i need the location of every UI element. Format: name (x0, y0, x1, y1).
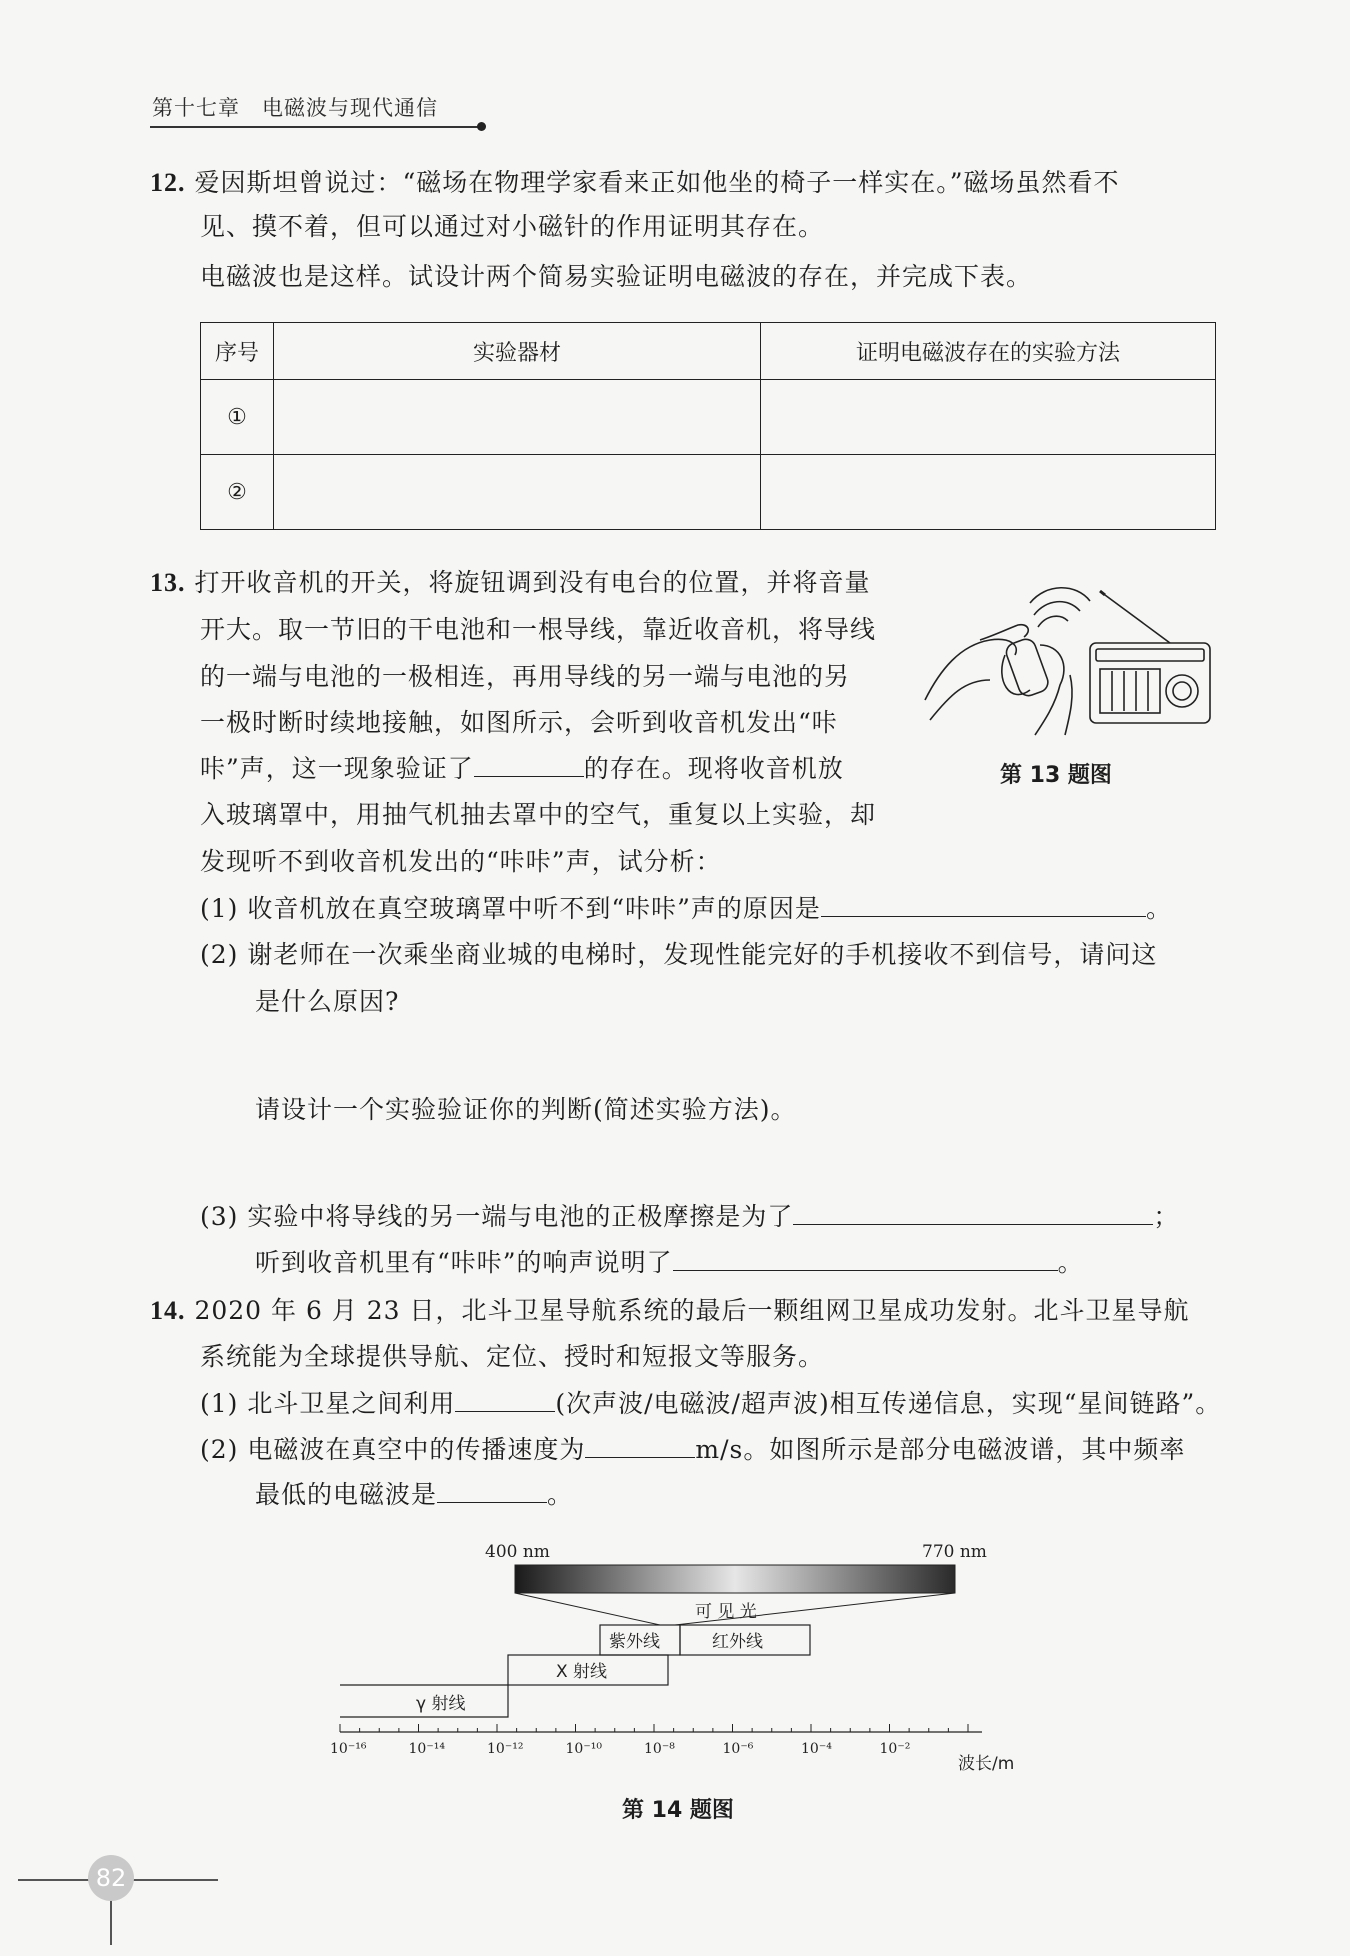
table-header-row (201, 323, 1216, 380)
table-cell-method[interactable] (761, 455, 1216, 530)
visible-start-label: 400 nm (485, 1542, 550, 1562)
q13-line7: 发现听不到收音机发出的“咔咔”声，试分析： (200, 847, 722, 876)
visible-light-label: 可 见 光 (695, 1602, 757, 1622)
q12-line2: 见、摸不着，但可以通过对小磁针的作用证明其存在。 (200, 212, 825, 241)
table-cell-method[interactable] (761, 380, 1216, 455)
q14-line1: 14. 2020 年 6 月 23 日，北斗卫星导航系统的最后一颗组网卫星成功发射。北斗卫星导航 (150, 1296, 1190, 1325)
q13-sub2-line1: (2) 谢老师在一次乘坐商业城的电梯时，发现性能完好的手机接收不到信号，请问这 (200, 940, 1158, 969)
table-cell-equipment[interactable] (274, 380, 761, 455)
q12-line1: 12. 爱因斯坦曾说过：“磁场在物理学家看来正如他坐的椅子一样实在。”磁场虽然看不 (150, 168, 1120, 197)
q13-line5: 咔”声，这一现象验证了 的存在。现将收音机放 (200, 754, 844, 783)
axis-tick-label: 10⁻¹² (487, 1741, 524, 1757)
table-cell-equipment[interactable] (274, 455, 761, 530)
q13-sub3-line2: 听到收音机里有“咔咔”的响声说明了 。 (255, 1248, 1084, 1277)
axis-tick-label: 10⁻² (879, 1741, 911, 1757)
ir-label: 红外线 (712, 1632, 763, 1652)
q14-sub1: (1) 北斗卫星之间利用 (次声波/电磁波/超声波)相互传递信息，实现“星间链路”。 (200, 1389, 1222, 1418)
page-number: 82 (88, 1855, 134, 1901)
q13-line4: 一极时断时续地接触，如图所示，会听到收音机发出“咔 (200, 708, 838, 737)
q12-number: 12. (150, 168, 186, 197)
answer-blank[interactable] (585, 1433, 695, 1458)
table-header-index: 序号 (201, 323, 274, 380)
uv-label: 紫外线 (609, 1632, 660, 1652)
axis-tick-label: 10⁻⁸ (644, 1741, 675, 1757)
table-header-method: 证明电磁波存在的实验方法 (761, 323, 1216, 380)
answer-blank[interactable] (474, 752, 584, 777)
radio-illustration (920, 585, 1220, 745)
q13-line6: 入玻璃罩中，用抽气机抽去罩中的空气，重复以上实验，却 (200, 800, 877, 829)
q14-sub2-line2: 最低的电磁波是 。 (255, 1480, 574, 1509)
figure-13-caption: 第 13 题图 (1000, 763, 1112, 788)
visible-light-band (515, 1565, 955, 1593)
gamma-label: γ 射线 (416, 1694, 466, 1714)
answer-blank[interactable] (821, 892, 1146, 917)
q13-line3: 的一端与电池的一极相连，再用导线的另一端与电池的另 (200, 662, 851, 691)
page-number-vrule (110, 1900, 112, 1945)
table-row-index: ② (201, 455, 274, 530)
q13-line1: 13. 打开收音机的开关，将旋钮调到没有电台的位置，并将音量 (150, 568, 871, 597)
answer-blank[interactable] (673, 1246, 1058, 1271)
answer-blank[interactable] (793, 1200, 1153, 1225)
experiment-table (200, 322, 1216, 530)
axis-tick-label: 10⁻⁶ (722, 1741, 754, 1757)
axis-label: 波长/m (958, 1754, 1015, 1774)
axis-ticks (340, 1724, 968, 1732)
answer-blank[interactable] (437, 1478, 547, 1503)
q14-line2: 系统能为全球提供导航、定位、授时和短报文等服务。 (200, 1342, 825, 1371)
q13-line2: 开大。取一节旧的干电池和一根导线，靠近收音机，将导线 (200, 615, 877, 644)
q14-number: 14. (150, 1296, 186, 1325)
axis-tick-label: 10⁻¹⁶ (330, 1741, 367, 1757)
header-dot (477, 122, 486, 131)
q12-line3: 电磁波也是这样。试设计两个简易实验证明电磁波的存在，并完成下表。 (200, 262, 1033, 291)
axis-tick-label: 10⁻¹⁴ (408, 1741, 445, 1757)
table-row (201, 380, 1216, 455)
visible-end-label: 770 nm (922, 1542, 987, 1562)
q13-sub3-line1: (3) 实验中将导线的另一端与电池的正极摩擦是为了 ； (200, 1202, 1180, 1231)
figure-14-caption: 第 14 题图 (622, 1798, 734, 1823)
table-row (201, 455, 1216, 530)
q14-sub2-line1: (2) 电磁波在真空中的传播速度为 m/s。如图所示是部分电磁波谱，其中频率 (200, 1435, 1186, 1464)
visible-zoom-line-left (515, 1593, 660, 1625)
header-rule (150, 126, 480, 128)
axis-tick-label: 10⁻⁴ (801, 1741, 832, 1757)
q13-sub2-line3: 请设计一个实验验证你的判断(简述实验方法)。 (255, 1095, 797, 1124)
table-header-equipment: 实验器材 (274, 323, 761, 380)
answer-blank[interactable] (455, 1387, 555, 1412)
table-row-index: ① (201, 380, 274, 455)
xray-label: X 射线 (556, 1662, 608, 1682)
q13-number: 13. (150, 568, 186, 597)
axis-tick-labels (330, 1741, 910, 1757)
electromagnetic-spectrum-diagram (330, 1535, 1050, 1785)
q13-sub1: (1) 收音机放在真空玻璃罩中听不到“咔咔”声的原因是 。 (200, 894, 1172, 923)
chapter-header: 第十七章 电磁波与现代通信 (152, 96, 438, 120)
q13-sub2-line2: 是什么原因? (255, 987, 400, 1016)
axis-tick-label: 10⁻¹⁰ (565, 1741, 602, 1757)
